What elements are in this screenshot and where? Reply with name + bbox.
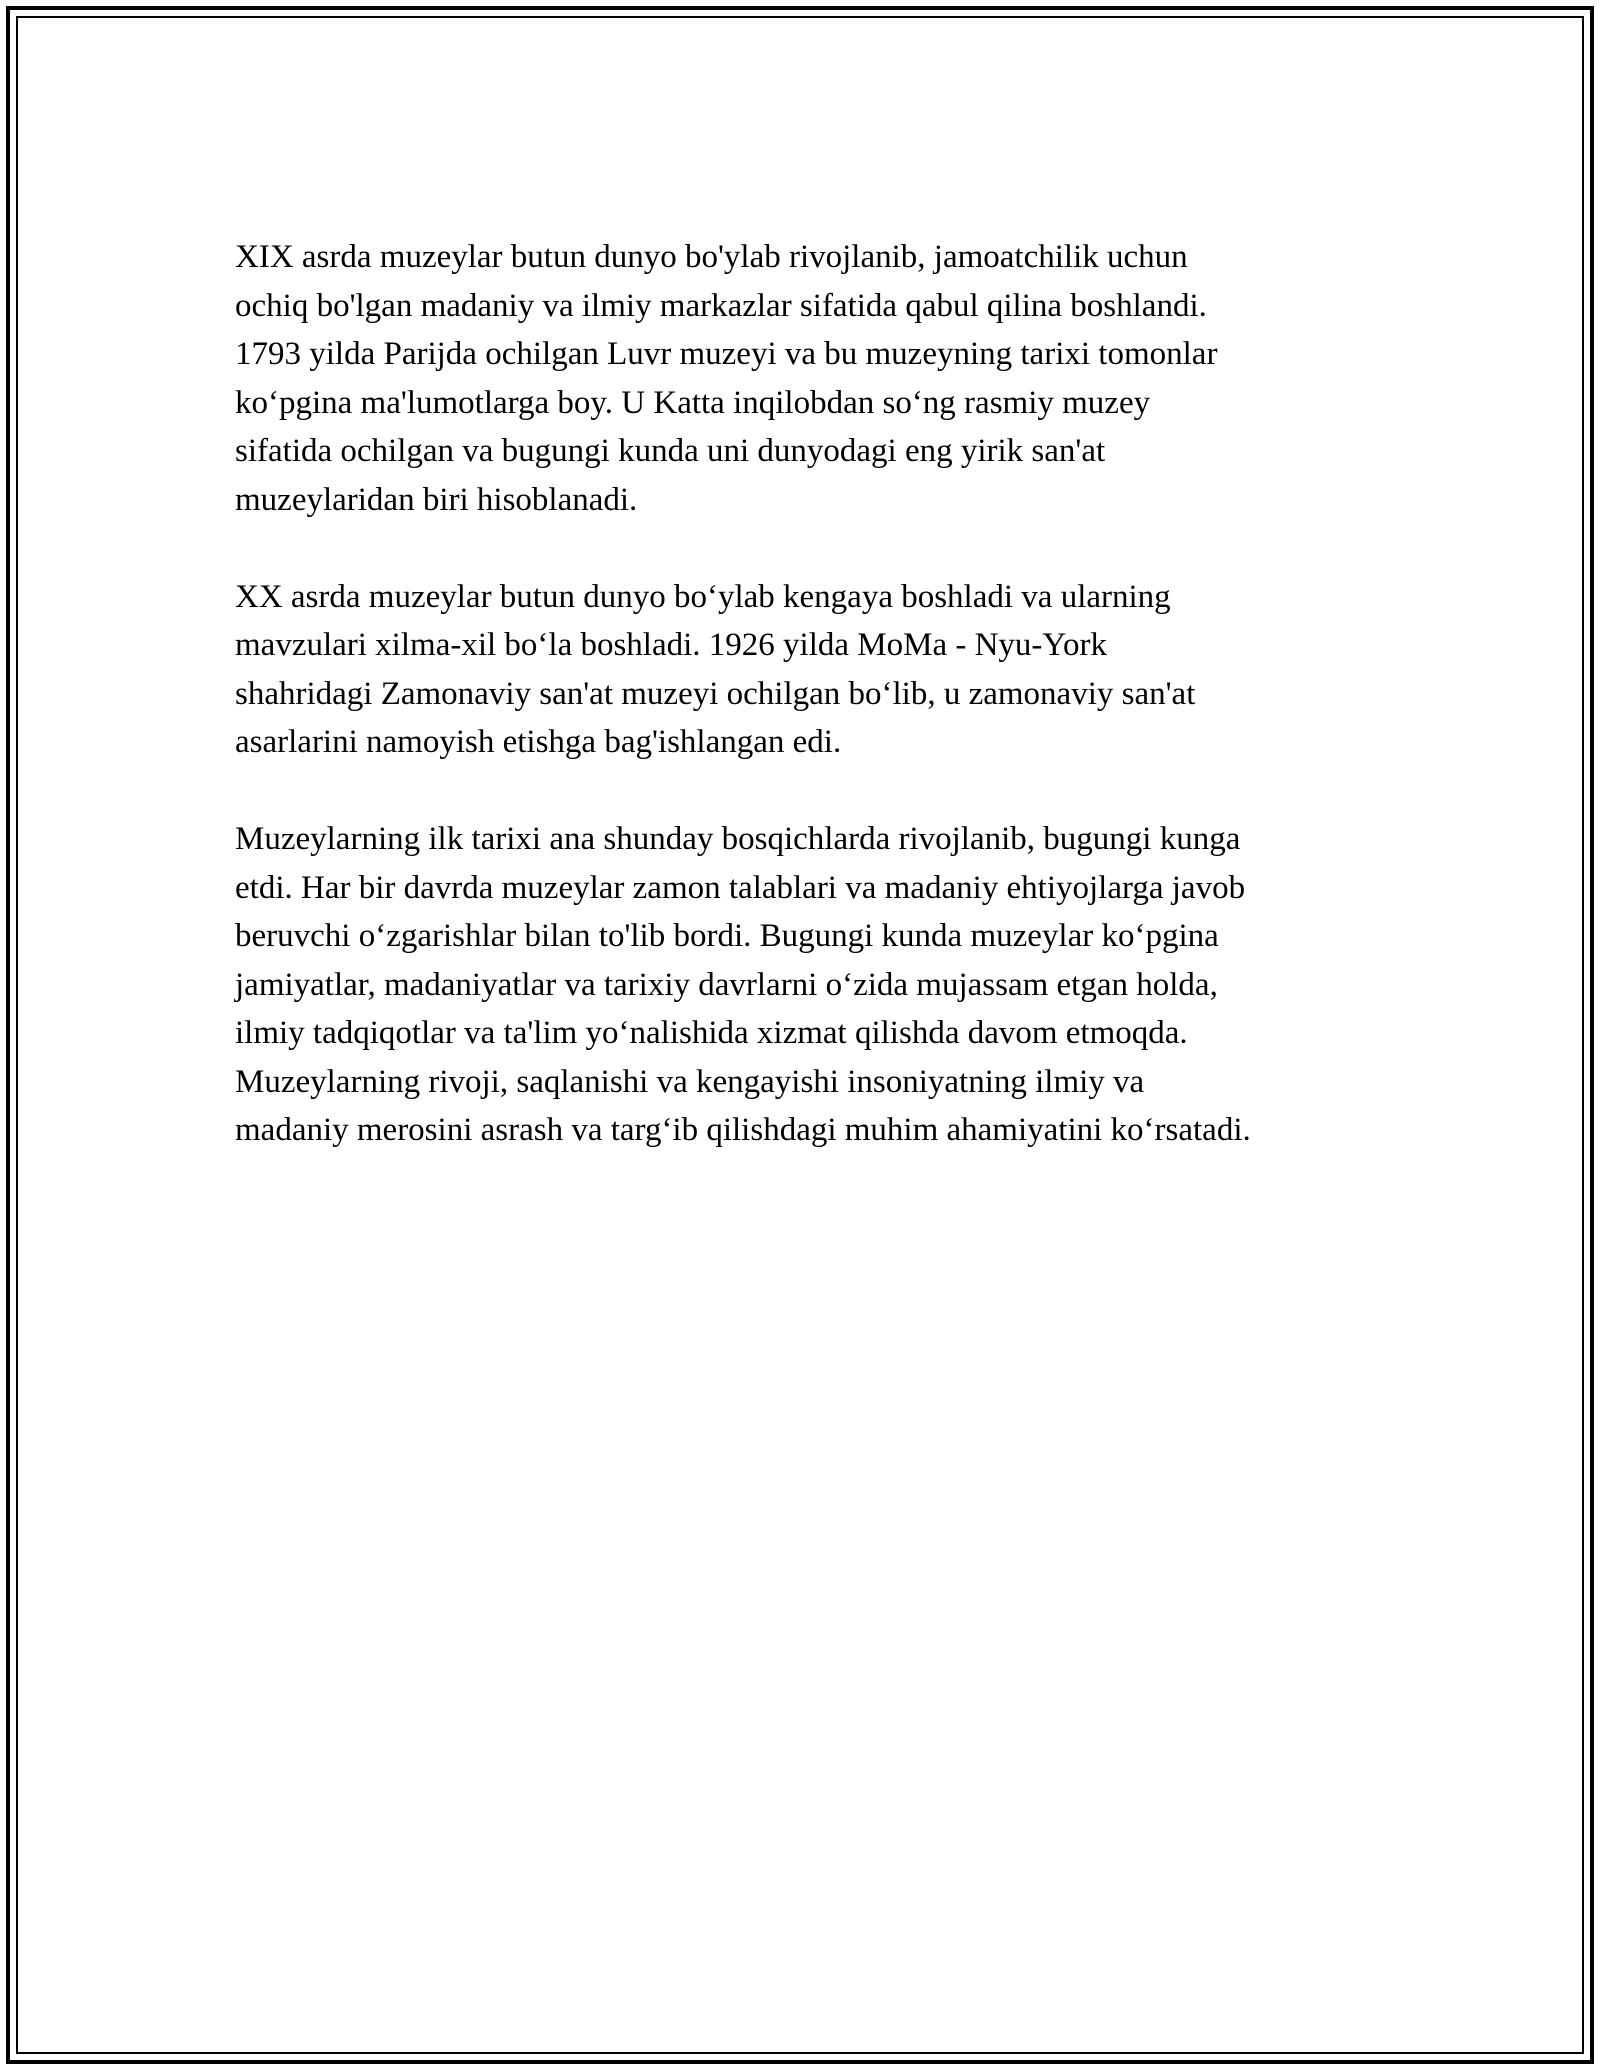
text-line: jamiyatlar, madaniyatlar va tarixiy davrlarni o‘zida mujassam etgan holda, (235, 966, 1218, 1003)
document-body (235, 233, 1375, 1203)
text-line: ochiq bo'lgan madaniy va ilmiy markazlar sifatida qabul qilina boshlandi. (235, 287, 1207, 324)
text-line: muzeylaridan biri hisoblanadi. (235, 481, 638, 518)
text-line: ilmiy tadqiqotlar va ta'lim yo‘nalishida xizmat qilishda davom etmoqda. (235, 1015, 1188, 1051)
paragraph-3 (235, 815, 1375, 1155)
text-line: mavzulari xilma-xil bo‘la boshladi. 1926 yilda MoMa - Nyu-York (235, 627, 1107, 663)
text-line: Muzeylarning rivoji, saqlanishi va kengayishi insoniyatning ilmiy va (235, 1063, 1145, 1100)
text-line: 1793 yilda Parijda ochilgan Luvr muzeyi va bu muzeyning tarixi tomonlar (235, 336, 1218, 372)
text-line: XIX asrda muzeylar butun dunyo bo'ylab rivojlanib, jamoatchilik uchun (235, 239, 1188, 275)
text-line: sifatida ochilgan va bugungi kunda uni dunyodagi eng yirik san'at (235, 433, 1106, 469)
paragraph-2 (235, 573, 1375, 767)
text-line: beruvchi o‘zgarishlar bilan to'lib bordi. Bugungi kunda muzeylar ko‘pgina (235, 918, 1219, 954)
text-line: shahridagi Zamonaviy san'at muzeyi ochilgan bo‘lib, u zamonaviy san'at (235, 675, 1196, 712)
text-line: etdi. Har bir davrda muzeylar zamon talablari va madaniy ehtiyojlarga javob (235, 869, 1246, 906)
text-line: madaniy merosini asrash va targ‘ib qilishdagi muhim ahamiyatini ko‘rsatadi. (235, 1112, 1251, 1148)
text-line: XX asrda muzeylar butun dunyo bo‘ylab kengaya boshladi va ularning (235, 578, 1171, 615)
text-line: asarlarini namoyish etishga bag'ishlangan edi. (235, 724, 842, 760)
text-line: Muzeylarning ilk tarixi ana shunday bosqichlarda rivojlanib, bugungi kunga (235, 821, 1241, 857)
text-line: ko‘pgina ma'lumotlarga boy. U Katta inqilobdan so‘ng rasmiy muzey (235, 384, 1151, 421)
paragraph-1 (235, 233, 1375, 524)
